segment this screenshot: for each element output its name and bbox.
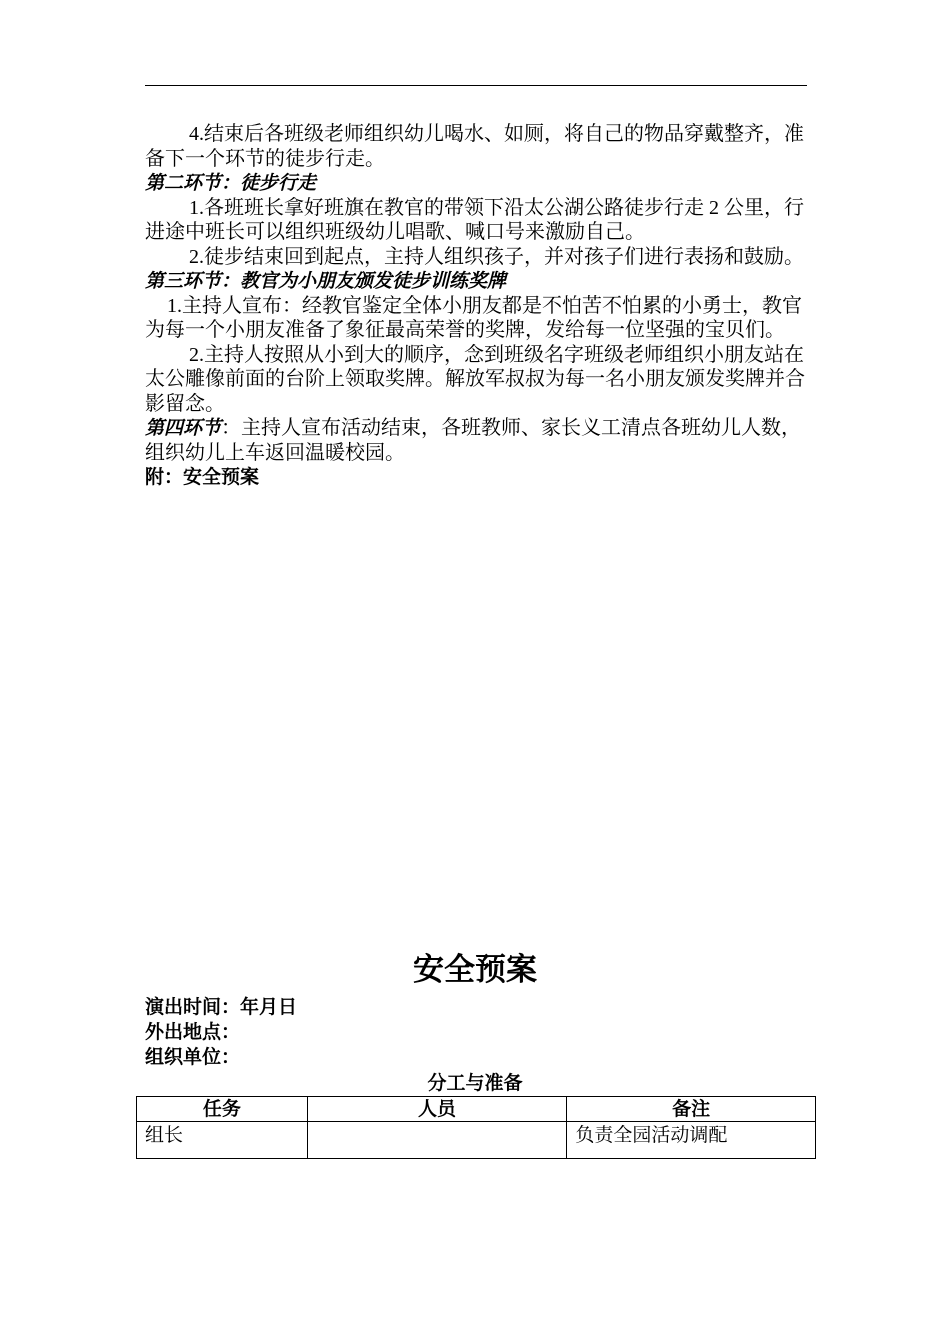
header-rule: [145, 85, 807, 86]
paragraph-section-4: [145, 416, 807, 465]
time-label: 演出时间：年月日: [145, 996, 298, 1018]
paragraph-3-1: 1.主持人宣布：经教官鉴定全体小朋友都是不怕苦不怕累的小勇士，教官为每一个小朋友准备了象征最高荣誉的奖牌，发给每一位坚强的宝贝们。: [145, 294, 802, 341]
table-row: [137, 1122, 816, 1159]
table-cell-task: 组长: [137, 1122, 308, 1159]
organization-label: 组织单位：: [145, 1046, 241, 1068]
assignment-table: [136, 1096, 816, 1159]
paragraph-2-2: 2.徒步结束回到起点，主持人组织孩子，并对孩子们进行表扬和鼓励。: [189, 245, 804, 268]
section-2-heading: 第二环节：徒步行走: [145, 172, 317, 194]
table-header-row: [137, 1097, 816, 1122]
table-cell-notes: 负责全园活动调配: [567, 1122, 816, 1159]
paragraph-3-2: 2.主持人按照从小到大的顺序，念到班级名字班级老师组织小朋友站在太公雕像前面的台阶上领取奖牌。解放军叔叔为每一名小朋友颁发奖牌并合影留念。: [145, 343, 805, 415]
appendix-label: 附：安全预案: [145, 466, 260, 488]
table-cell-personnel: [307, 1122, 567, 1159]
plan-meta: [145, 995, 297, 1070]
table-caption: 分工与准备: [427, 1072, 523, 1094]
document-body: [145, 122, 807, 490]
section-3-heading: 第三环节：教官为小朋友颁发徒步训练奖牌: [145, 270, 507, 292]
paragraph-step4: 4.结束后各班级老师组织幼儿喝水、如厕，将自己的物品穿戴整齐，准备下一个环节的徒步行走。: [145, 123, 804, 170]
section-4-text: ：主持人宣布活动结束，各班教师、家长义工清点各班幼儿人数，组织幼儿上车返回温暖校园。: [145, 417, 802, 464]
section-4-label: 第四环节: [145, 417, 222, 439]
column-header-notes: 备注: [567, 1097, 816, 1122]
column-header-task: 任务: [137, 1097, 308, 1122]
column-header-personnel: 人员: [307, 1097, 567, 1122]
place-label: 外出地点：: [145, 1021, 241, 1043]
paragraph-2-1: 1.各班班长拿好班旗在教官的带领下沿太公湖公路徒步行走 2 公里，行进途中班长可以组织班级幼儿唱歌、喊口号来激励自己。: [145, 196, 804, 243]
safety-plan-title: 安全预案: [413, 952, 537, 988]
